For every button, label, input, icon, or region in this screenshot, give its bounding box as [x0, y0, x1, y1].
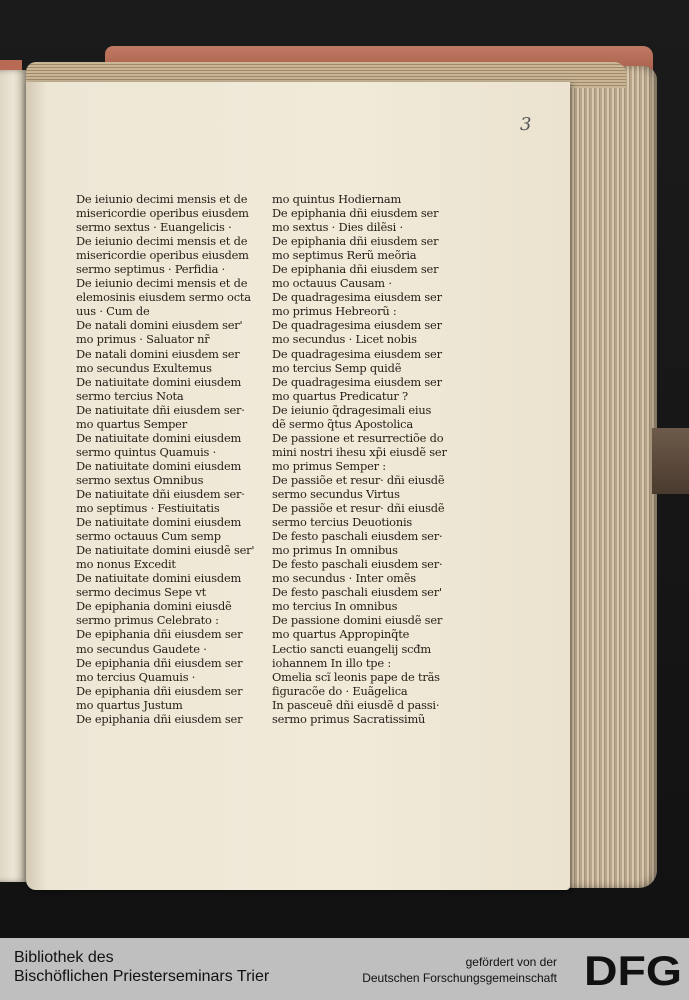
text-line: uus · Cum de: [76, 304, 150, 319]
text-line: De festo paschali eiusdem ser·: [272, 557, 443, 572]
text-line: De natali domini eiusdem ser': [76, 318, 243, 333]
text-line: mo quartus Appropinq̃te: [272, 627, 410, 642]
library-line-2: Bischöflichen Priesterseminars Trier: [14, 968, 270, 985]
text-line: mo nonus Excedit: [76, 557, 176, 572]
text-line: sermo septimus · Perfidia ·: [76, 262, 226, 277]
text-line: mo primus · Saluator nr̃: [76, 332, 210, 347]
text-line: mo secundus · Licet nobis: [272, 332, 417, 347]
text-line: De natiuitate domini eiusdẽ ser': [76, 543, 255, 558]
text-line: mo secundus · Inter omẽs: [272, 571, 416, 586]
text-line: De epiphania dñi eiusdem ser: [76, 655, 243, 670]
text-line: Omelia scĩ leonis pape de trãs: [272, 669, 440, 684]
text-line: De passione domini eiusdẽ ser: [272, 613, 443, 628]
text-line: De epiphania dñi eiusdem ser: [76, 627, 243, 642]
text-line: De natiuitate domini eiusdem: [76, 458, 242, 473]
text-line: De natiuitate domini eiusdem: [76, 571, 242, 586]
text-line: figuracõe do · Euãgelica: [272, 683, 408, 698]
text-line: sermo primus Sacratissimũ: [272, 711, 426, 726]
funding-line-1: gefördert von der: [465, 955, 557, 969]
text-line: sermo sextus · Euangelicis ·: [76, 220, 232, 235]
text-line: De epiphania dñi eiusdem ser: [272, 262, 439, 277]
text-line: Lectio sancti euangelij scđm: [272, 641, 431, 656]
text-line: De festo paschali eiusdem ser': [272, 585, 442, 600]
text-line: sermo sextus Omnibus: [76, 472, 204, 487]
text-line: mo primus Hebreorũ :: [272, 304, 397, 319]
text-line: mo tercius Semp quidẽ: [272, 360, 402, 375]
text-line: De epiphania dñi eiusdem ser: [76, 683, 243, 698]
text-line: sermo secundus Virtus: [272, 486, 400, 501]
library-credit: [14, 948, 269, 986]
text-line: mini nostri ihesu xp̃i eiusdẽ ser: [272, 444, 447, 459]
text-line: De natiuitate dñi eiusdem ser·: [76, 486, 245, 501]
text-line: De quadragesima eiusdem ser: [272, 346, 442, 361]
page-block-edge: [555, 66, 657, 888]
text-line: De quadragesima eiusdem ser: [272, 318, 442, 333]
page-number: 3: [520, 114, 532, 135]
text-line: De passiõe et resur· dñi eiusdẽ: [272, 472, 445, 487]
text-line: De quadragesima eiusdem ser: [272, 290, 442, 305]
text-line: misericordie operibus eiusdem: [76, 248, 249, 263]
text-line: sermo decimus Sepe vt: [76, 585, 206, 600]
text-line: sermo primus Celebrato :: [76, 613, 219, 628]
text-line: De quadragesima eiusdem ser: [272, 374, 442, 389]
text-line: De epiphania domini eiusdẽ: [76, 599, 232, 614]
text-line: De festo paschali eiusdem ser·: [272, 529, 443, 544]
text-line: sermo tercius Nota: [76, 388, 184, 403]
text-line: sermo quintus Quamuis ·: [76, 444, 217, 459]
clasp-strap: [652, 428, 689, 494]
text-line: In pasceuẽ dñi eiusdẽ d passi·: [272, 697, 440, 712]
text-line: mo septimus Rerũ meõria: [272, 248, 417, 263]
text-line: mo quintus Hodiernam: [272, 192, 402, 206]
text-line: mo quartus Semper: [76, 416, 187, 431]
text-line: De ieiunio q̃dragesimali eius: [272, 402, 432, 417]
text-column-left: [76, 192, 254, 726]
text-line: De natiuitate domini eiusdem: [76, 374, 242, 389]
text-line: De ieiunio decimi mensis et de: [76, 192, 248, 206]
text-line: mo octauus Causam ·: [272, 276, 392, 291]
text-line: mo tercius In omnibus: [272, 599, 398, 614]
text-line: De passiõe et resur· dñi eiusdẽ: [272, 501, 445, 516]
text-line: De natali domini eiusdem ser: [76, 346, 240, 361]
text-line: De epiphania dñi eiusdem ser: [272, 234, 439, 249]
text-line: De passione et resurrectiõe do: [272, 430, 444, 445]
text-line: sermo octauus Cum semp: [76, 529, 221, 544]
text-line: De ieiunio decimi mensis et de: [76, 234, 248, 249]
text-line: iohannem In illo tpe :: [272, 655, 391, 670]
text-line: De natiuitate domini eiusdem: [76, 430, 242, 445]
text-line: mo sextus · Dies dilẽsi ·: [272, 220, 403, 235]
text-line: mo secundus Exultemus: [76, 360, 212, 375]
funding-credit: [362, 954, 557, 986]
text-line: mo secundus Gaudete ·: [76, 641, 207, 656]
text-line: mo primus Semper :: [272, 458, 386, 473]
text-line: De natiuitate dñi eiusdem ser·: [76, 402, 245, 417]
text-line: De natiuitate domini eiusdem: [76, 515, 242, 530]
funding-line-2: Deutschen Forschungsgemeinschaft: [362, 971, 557, 985]
text-line: De epiphania dñi eiusdem ser: [76, 711, 243, 726]
text-line: De ieiunio decimi mensis et de: [76, 276, 248, 291]
text-column-right: [272, 192, 447, 726]
text-line: mo tercius Quamuis ·: [76, 669, 196, 684]
dfg-logo-text: DFG: [584, 949, 682, 989]
text-line: De epiphania dñi eiusdem ser: [272, 206, 439, 221]
left-page-edge: [0, 70, 26, 882]
text-line: mo quartus Predicatur ?: [272, 388, 408, 403]
text-line: mo quartus Justum: [76, 697, 183, 712]
text-line: sermo tercius Deuotionis: [272, 515, 413, 530]
footer-bar: [0, 938, 689, 1000]
text-line: mo primus In omnibus: [272, 543, 398, 558]
text-line: misericordie operibus eiusdem: [76, 206, 249, 221]
dfg-logo-icon: [584, 949, 682, 989]
text-line: elemosinis eiusdem sermo octa: [76, 290, 251, 305]
text-line: dẽ sermo q̃tus Apostolica: [272, 416, 413, 431]
text-line: mo septimus · Festiuitatis: [76, 501, 220, 516]
library-line-1: Bibliothek des: [14, 949, 114, 966]
